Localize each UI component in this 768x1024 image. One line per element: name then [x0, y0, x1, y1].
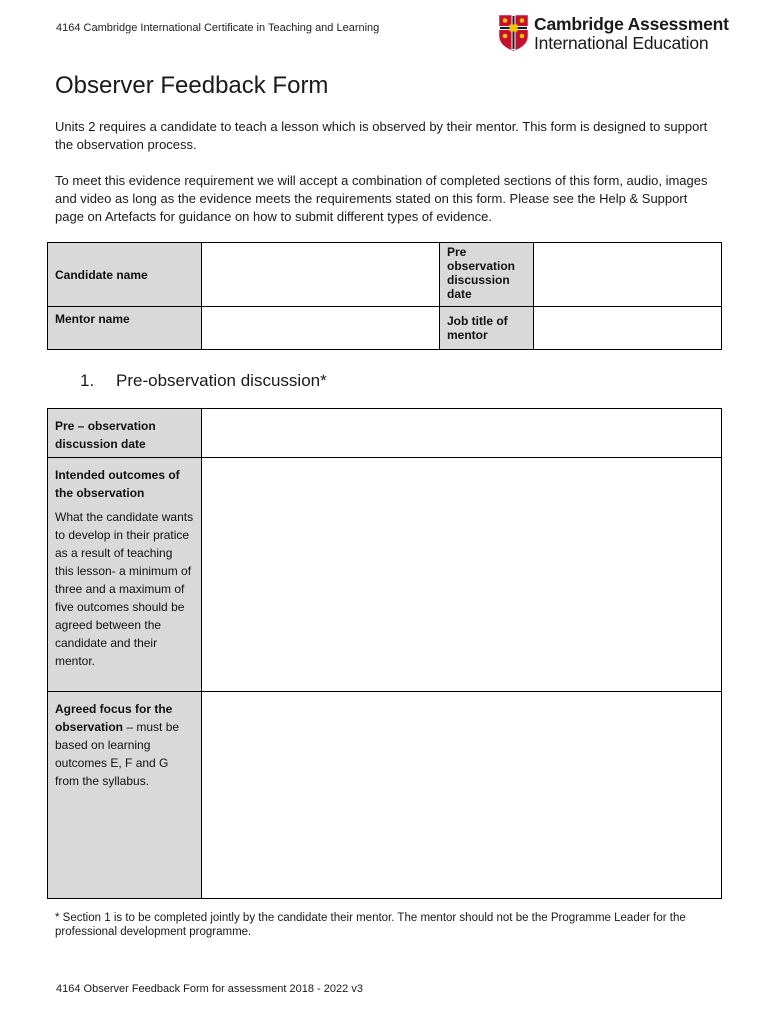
pre-observation-date-row-label: Pre – observation discussion date — [48, 409, 202, 458]
cambridge-shield-icon — [498, 14, 529, 52]
logo-text-line2: International Education — [534, 33, 709, 53]
agreed-focus-cell — [48, 692, 202, 899]
intended-outcomes-label: Intended outcomes of the observation — [55, 468, 180, 500]
candidate-details-table — [47, 242, 722, 350]
intro-paragraph-2: To meet this evidence requirement we will accept a combination of completed sections of this form, audio, images and video as long as the evidence meets the requirements stated on this form. Please see the Help & Support page on Artefacts for guidance on how to submit different types of evidence. — [55, 173, 708, 224]
intended-outcomes-cell — [48, 458, 202, 692]
logo-text-line1: Cambridge Assessment — [534, 14, 729, 34]
pre-observation-table — [47, 408, 722, 899]
mentor-name-label: Mentor name — [48, 307, 202, 350]
section-footnote: * Section 1 is to be completed jointly by the candidate their mentor. The mentor should not be the Programme Leader for the professional development programme. — [55, 912, 686, 938]
section-1-title: Pre-observation discussion* — [116, 371, 327, 390]
cambridge-logo — [498, 14, 729, 54]
candidate-name-field[interactable] — [202, 243, 440, 307]
mentor-name-field[interactable] — [202, 307, 440, 350]
section-1-heading — [80, 371, 327, 391]
header-title: 4164 Cambridge International Certificate in Teaching and Learning — [56, 22, 380, 34]
document-title: Observer Feedback Form — [55, 72, 329, 99]
pre-observation-date-row-field[interactable] — [202, 409, 722, 458]
job-title-field[interactable] — [534, 307, 722, 350]
agreed-focus-description: – must be based on learning outcomes E, F and G from the syllabus. — [55, 720, 180, 788]
intended-outcomes-field[interactable] — [202, 458, 722, 692]
job-title-label: Job title of mentor — [440, 307, 534, 350]
pre-observation-date-label: Pre observation discussion date — [440, 243, 534, 307]
intended-outcomes-description: What the candidate wants to develop in their pratice as a result of teaching this lesson- a minimum of three and a maximum of five outcomes should be agreed between the candidate and their mentor. — [55, 510, 194, 668]
page-footer: 4164 Observer Feedback Form for assessment 2018 - 2022 v3 — [56, 983, 363, 995]
intro-paragraph-1: Units 2 requires a candidate to teach a lesson which is observed by their mentor. This form is designed to support the observation process. — [55, 119, 708, 152]
candidate-name-label: Candidate name — [48, 243, 202, 307]
pre-observation-date-field[interactable] — [534, 243, 722, 307]
section-1-number: 1. — [80, 371, 95, 390]
agreed-focus-field[interactable] — [202, 692, 722, 899]
agreed-focus-label: Agreed focus for the observation — [55, 702, 173, 734]
